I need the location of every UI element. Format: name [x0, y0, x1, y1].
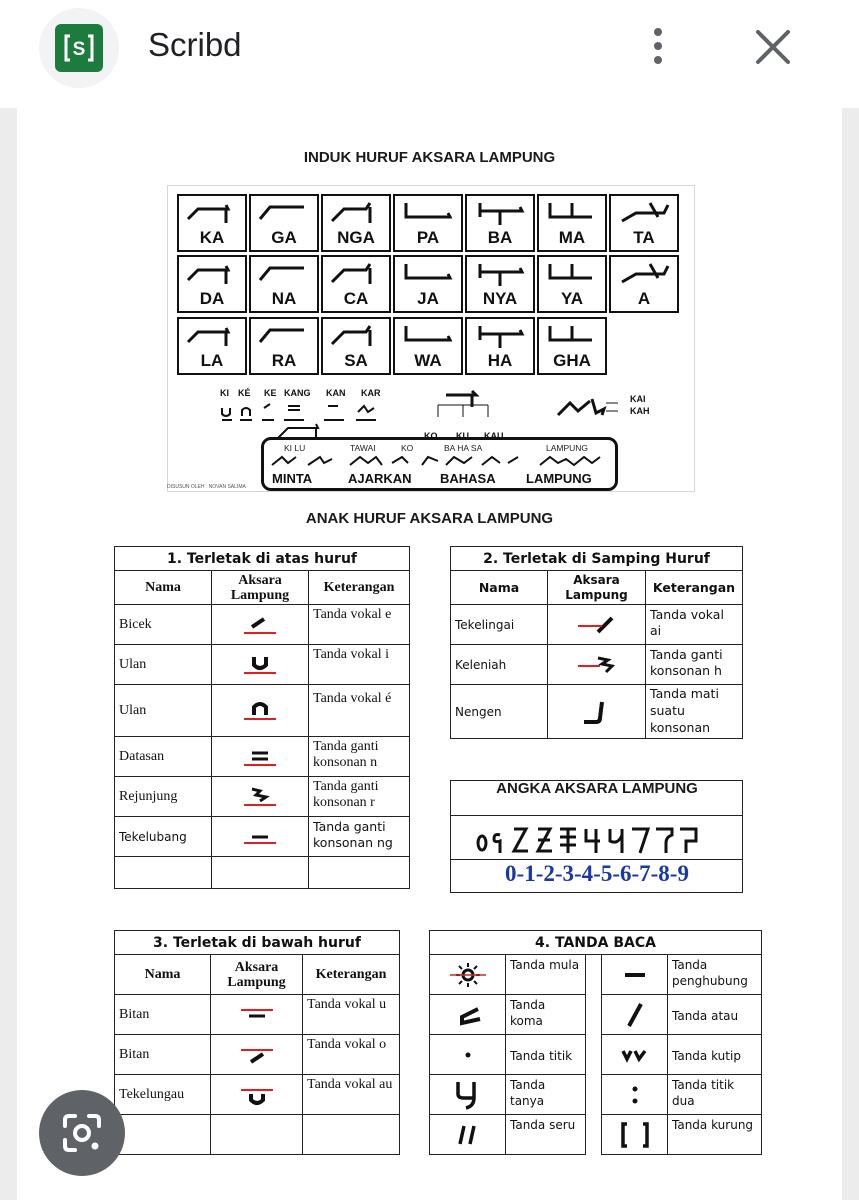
letter-cell: [249, 255, 319, 313]
letter-label: TA: [633, 228, 655, 247]
table-cell: Tanda mula: [506, 955, 586, 995]
vowel-mark-label: KANG: [284, 388, 311, 398]
table-cell: Tanda ganti konsonan ng: [309, 817, 410, 857]
table-cell: Tanda vokal e: [309, 605, 410, 645]
table-cell: Bitan: [115, 1035, 211, 1075]
glyph-tekelingai: [548, 605, 646, 645]
col-nama: Nama: [115, 571, 212, 605]
glyph-bitan-u: [211, 995, 303, 1035]
letter-label: WA: [414, 351, 442, 370]
table-cell: Tekelingai: [451, 605, 548, 645]
angka-title: ANGKA AKSARA LAMPUNG: [496, 780, 698, 797]
table-cell: Tanda penghubung: [668, 955, 762, 995]
letter-cell: [465, 317, 535, 375]
glyph-atau: [602, 995, 668, 1035]
letter-label: NYA: [482, 289, 518, 308]
letter-label: A: [637, 289, 651, 308]
table-cell: Bicek: [115, 605, 212, 645]
table-cell: Tanda ganti konsonan r: [309, 777, 410, 817]
glyph-bicek: [212, 605, 309, 645]
table-cell: Tanda atau: [668, 995, 762, 1035]
table4-caption: 4. TANDA BACA: [430, 931, 762, 955]
glyph-kurung: [602, 1115, 668, 1155]
table-cell: Rejunjung: [115, 777, 212, 817]
glyph-nengen: [548, 685, 646, 739]
table2-caption: 2. Terletak di Samping Huruf: [451, 547, 743, 571]
page-title: INDUK HURUF AKSARA LAMPUNG: [303, 149, 556, 166]
table-cell: Tanda vokal o: [303, 1035, 400, 1075]
svg-text:S: S: [72, 39, 86, 60]
vowel-mark-label: KAR: [361, 388, 381, 398]
example-box: [261, 437, 618, 491]
angka-digits: 0-1-2-3-4-5-6-7-8-9: [505, 861, 689, 886]
document-page: [17, 108, 842, 1200]
kebab-menu-icon[interactable]: [638, 22, 678, 70]
letter-label: NGA: [337, 228, 375, 247]
letter-glyph: [614, 260, 676, 286]
table-cell: Tanda titik: [506, 1035, 586, 1075]
glyph-keleniah: [548, 645, 646, 685]
table-cell: Tanda vokal é: [309, 685, 410, 737]
table-above-letter: [114, 546, 410, 889]
col-aksara: Aksara Lampung: [212, 571, 309, 605]
letter-label: JA: [417, 289, 439, 308]
mark-label-kai: KAI: [630, 394, 646, 404]
letter-glyph: [182, 199, 244, 225]
table-cell: Tanda titik dua: [668, 1075, 762, 1115]
top-app-bar: [0, 0, 859, 108]
letter-glyph: [254, 260, 316, 286]
col-nama: Nama: [451, 571, 548, 605]
letter-cell: [465, 255, 535, 313]
letter-glyph: [398, 260, 460, 286]
table-cell: Tanda kutip: [668, 1035, 762, 1075]
scribd-logo[interactable]: [39, 8, 119, 88]
table-below-letter: [114, 930, 400, 1155]
letter-glyph: [254, 199, 316, 225]
table-cell: Ulan: [115, 685, 212, 737]
letter-label: KA: [199, 228, 225, 247]
vowel-mark-label: KI: [220, 388, 229, 398]
mark-label-ku: KU: [456, 431, 469, 441]
google-lens-button[interactable]: [39, 1090, 125, 1176]
lampung-digits-glyphs: [472, 821, 722, 857]
below-marks-diagram: [426, 387, 506, 427]
letter-cell: [177, 194, 247, 252]
glyph-titik: [430, 1035, 506, 1075]
letter-label: GHA: [553, 351, 591, 370]
letter-label: LA: [200, 351, 224, 370]
vowel-mark-label: KAN: [326, 388, 346, 398]
letter-glyph: [542, 199, 604, 225]
glyph-penghubung: [602, 955, 668, 995]
example-top-3: KO: [401, 443, 414, 453]
table-cell: Datasan: [115, 737, 212, 777]
letter-cell: [393, 317, 463, 375]
table-cell: Tanda tanya: [506, 1075, 586, 1115]
letter-label: YA: [560, 289, 584, 308]
col-ket: Keterangan: [646, 571, 743, 605]
glyph-seru: [430, 1115, 506, 1155]
glyph-mula: [430, 955, 506, 995]
letter-label: GA: [271, 228, 297, 247]
glyph-rejunjung: [212, 777, 309, 817]
letter-cell: [537, 194, 607, 252]
table-cell: Bitan: [115, 995, 211, 1035]
mark-label-kah: KAH: [630, 406, 650, 416]
table-cell: Keleniah: [451, 645, 548, 685]
table-cell: Tanda seru: [506, 1115, 586, 1155]
letter-glyph: [326, 260, 388, 286]
letter-cell: [249, 317, 319, 375]
glyph-tanya: [430, 1075, 506, 1115]
vowel-mark-label: KE: [264, 388, 277, 398]
table-cell: Nengen: [451, 685, 548, 739]
glyph-titik-dua: [602, 1075, 668, 1115]
table-cell: Tanda vokal ai: [646, 605, 743, 645]
glyph-bitan-o: [211, 1035, 303, 1075]
letter-cell: [465, 194, 535, 252]
glyph-ulan-i: [212, 645, 309, 685]
letter-cell: [321, 194, 391, 252]
glyph-datasan: [212, 737, 309, 777]
close-icon[interactable]: [748, 22, 798, 72]
letter-label: MA: [558, 228, 586, 247]
example-top-2: TAWAI: [350, 443, 376, 453]
table-cell: Tanda mati suatu konsonan: [646, 685, 743, 739]
letter-label: HA: [487, 351, 513, 370]
letter-glyph: [470, 322, 532, 348]
glyph-koma: [430, 995, 506, 1035]
glyph-tekelungau: [211, 1075, 303, 1115]
letter-label: BA: [487, 228, 513, 247]
letter-cell: [537, 317, 607, 375]
letter-label: CA: [343, 289, 369, 308]
table-beside-letter: [450, 546, 743, 739]
letter-glyph: [182, 260, 244, 286]
table-cell: Tanda ganti konsonan n: [309, 737, 410, 777]
letter-cell: [537, 255, 607, 313]
side-marks-diagram: [556, 395, 626, 419]
letter-cell: [393, 194, 463, 252]
letter-cell: [249, 194, 319, 252]
example-word-1: MINTA: [272, 471, 313, 486]
col-aksara: Aksara Lampung: [548, 571, 646, 605]
scribd-logo-icon: [55, 24, 103, 72]
letter-glyph: [398, 199, 460, 225]
example-word-4: LAMPUNG: [526, 471, 592, 486]
table-cell: Tanda vokal au: [303, 1075, 400, 1115]
table-cell: Tanda vokal i: [309, 645, 410, 685]
table-cell: Tanda kurung: [668, 1115, 762, 1155]
section-title: ANAK HURUF AKSARA LAMPUNG: [305, 510, 554, 527]
glyph-ulan-e: [212, 685, 309, 737]
credit-text: DISUSUN OLEH : NOVAN SALIMA: [167, 484, 246, 490]
table-cell: Tekelubang: [115, 817, 212, 857]
letter-glyph: [182, 322, 244, 348]
letter-glyph: [254, 322, 316, 348]
letter-label: NA: [271, 289, 297, 308]
example-top-5: LAMPUNG: [546, 443, 589, 453]
letter-cell: [393, 255, 463, 313]
letter-cell: [609, 194, 679, 252]
letter-glyph: [542, 322, 604, 348]
vowel-marks-glyphs: [218, 398, 388, 442]
letter-glyph: [398, 322, 460, 348]
table-punctuation: [429, 930, 762, 1155]
col-ket: Keterangan: [309, 571, 410, 605]
mark-label-kau: KAU: [484, 431, 504, 441]
letter-glyph: [542, 260, 604, 286]
aksara-grid: [167, 185, 695, 492]
table3-caption: 3. Terletak di bawah huruf: [115, 931, 400, 955]
vowel-mark-label: KÉ: [238, 388, 251, 398]
letter-cell: [321, 317, 391, 375]
mark-label-ko: KO: [424, 431, 438, 441]
letter-glyph: [614, 199, 676, 225]
example-script: [268, 453, 613, 469]
letter-glyph: [470, 260, 532, 286]
letter-label: RA: [271, 351, 297, 370]
col-ket: Keterangan: [303, 955, 400, 995]
letter-cell: [177, 317, 247, 375]
example-word-2: AJARKAN: [348, 471, 412, 486]
table-cell: Tanda vokal u: [303, 995, 400, 1035]
example-word-3: BAHASA: [440, 471, 496, 486]
table1-caption: 1. Terletak di atas huruf: [115, 547, 410, 571]
table-cell: Tanda koma: [506, 995, 586, 1035]
letter-label: SA: [344, 351, 368, 370]
col-nama: Nama: [115, 955, 211, 995]
table-cell: Tanda ganti konsonan h: [646, 645, 743, 685]
app-title: Scribd: [148, 26, 242, 63]
letter-glyph: [470, 199, 532, 225]
google-lens-icon: [59, 1110, 105, 1156]
table-cell: Tekelungau: [115, 1075, 211, 1115]
col-aksara: Aksara Lampung: [211, 955, 303, 995]
example-top-1: KI LU: [284, 443, 306, 453]
table-cell: Ulan: [115, 645, 212, 685]
example-top-4: BA HA SA: [444, 443, 483, 453]
letter-glyph: [326, 322, 388, 348]
glyph-tekelubang: [212, 817, 309, 857]
letter-label: DA: [199, 289, 225, 308]
glyph-kutip: [602, 1035, 668, 1075]
letter-cell: [321, 255, 391, 313]
letter-glyph: [326, 199, 388, 225]
letter-cell: [177, 255, 247, 313]
letter-cell: [609, 255, 679, 313]
letter-label: PA: [416, 228, 440, 247]
